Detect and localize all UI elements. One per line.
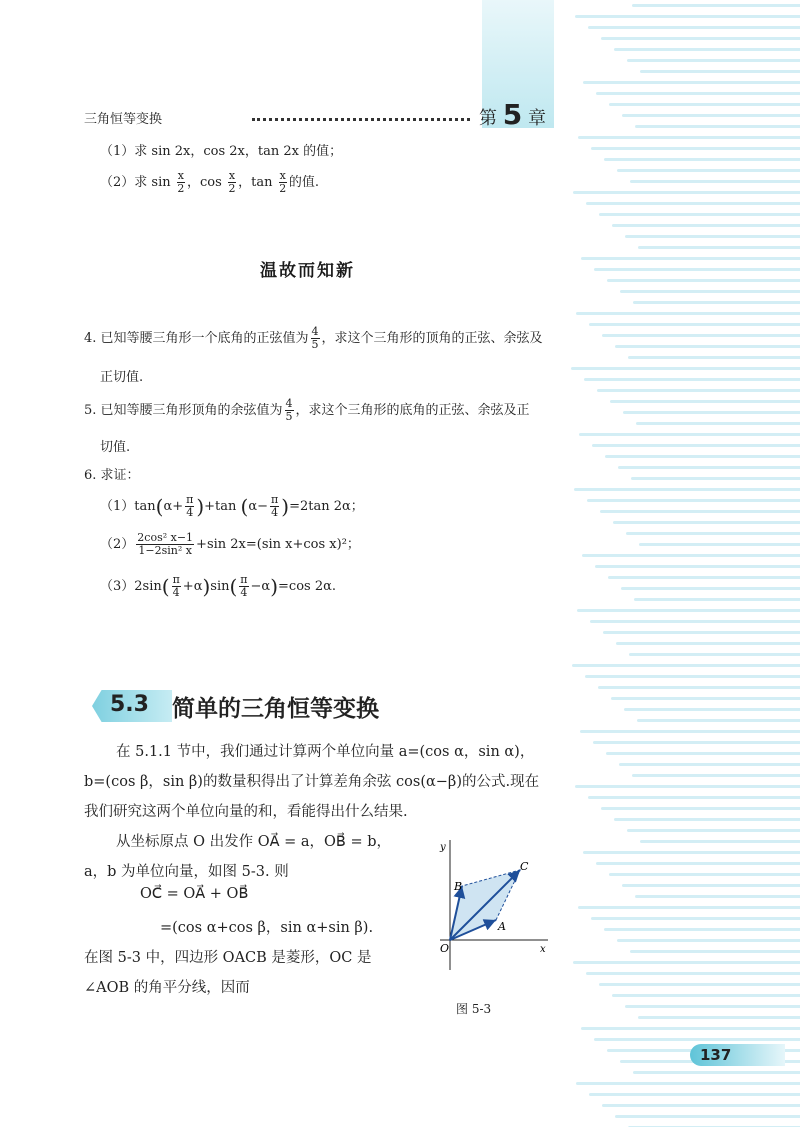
stripe [609, 873, 800, 876]
stripe [588, 796, 800, 799]
stripe [636, 422, 800, 425]
section-number: 5.3 [110, 692, 149, 717]
stripe [585, 675, 800, 678]
stripe [591, 147, 800, 150]
figure-5-3 [420, 830, 560, 980]
problem-4-line1: 4. 已知等腰三角形一个底角的正弦值为 $\frac{4}{5}$ ，求这个三角形的顶角的正弦、余弦及 [84, 325, 543, 351]
stripe [629, 653, 800, 656]
stripe [573, 961, 800, 964]
stripe [618, 466, 800, 469]
stripe [611, 697, 800, 700]
stripe [633, 301, 800, 304]
stripe [608, 576, 800, 579]
stripe [583, 81, 800, 84]
problem-6-item1: （1）tan(α+ $\frac{\pi}{4}$ )+tan (α− $\frac{\pi}{4}$ )=2tan 2α； [100, 493, 364, 519]
body-line-5: a，b 为单位向量，如图 5-3. 则 [84, 864, 289, 880]
problem-5-line1: 5. 已知等腰三角形顶角的余弦值为 $\frac{4}{5}$ ，求这个三角形的底角的正弦、余弦及正 [84, 397, 530, 423]
body-line-2: b=(cos β，sin β)的数量积得出了计算差角余弦 cos(α−β)的公式.现在 [84, 774, 540, 790]
stripe [625, 1005, 800, 1008]
stripe [612, 224, 800, 227]
stripe [576, 1082, 800, 1085]
stripe [640, 70, 800, 73]
header-dots [252, 118, 470, 121]
stripe [620, 290, 800, 293]
section-title: 简单的三角恒等变换 [172, 696, 379, 722]
stripe [624, 708, 800, 711]
stripe [615, 345, 800, 348]
running-header [84, 98, 554, 131]
stripe [622, 114, 800, 117]
body-line-7: =(cos α+cos β，sin α+sin β). [160, 920, 374, 936]
label-y: y [440, 842, 446, 853]
stripe [571, 367, 800, 370]
stripe [576, 312, 800, 315]
stripe [575, 15, 800, 18]
stripe [597, 389, 800, 392]
body-line-3: 我们研究这两个单位向量的和，看能得出什么结果. [84, 804, 408, 820]
stripe [630, 180, 800, 183]
stripe [599, 983, 800, 986]
label-C: C [520, 860, 529, 873]
stripe [595, 565, 800, 568]
stripe [592, 444, 800, 447]
stripe [633, 1071, 800, 1074]
question-2: （2）求 sin $\frac{x}{2}$ ，cos $\frac{x}{2}$ ，tan $\frac{x}{2}$ 的值. [100, 169, 319, 195]
stripe [632, 4, 800, 7]
label-B: B [454, 880, 463, 893]
section-heading [92, 686, 412, 726]
stripe [598, 686, 800, 689]
stripe [609, 103, 800, 106]
stripe [601, 807, 800, 810]
stripe [581, 1027, 800, 1030]
stripe [630, 950, 800, 953]
stripe [588, 26, 800, 29]
stripe [614, 818, 800, 821]
stripe [578, 906, 800, 909]
stripe [573, 191, 800, 194]
stripe [586, 202, 800, 205]
label-O: O [440, 942, 450, 955]
stripe [606, 752, 800, 755]
stripe [615, 1115, 800, 1118]
stripe [639, 543, 800, 546]
stripe [628, 356, 800, 359]
stripe [635, 895, 800, 898]
stripe [589, 1093, 800, 1096]
stripe [600, 510, 800, 513]
stripe [621, 587, 800, 590]
body-line-9: ∠AOB 的角平分线，因而 [84, 980, 250, 996]
stripe [631, 477, 800, 480]
stripe [604, 158, 800, 161]
review-heading: 温故而知新 [260, 261, 355, 281]
stripe [577, 609, 800, 612]
stripe [623, 411, 800, 414]
stripe [594, 268, 800, 271]
stripe [593, 741, 800, 744]
stripe [591, 917, 800, 920]
stripe [632, 774, 800, 777]
stripe [604, 928, 800, 931]
problem-6-item2: （2） $\frac{\text{2cos² x−1}}{\text{1−2sin² x}}$ +sin 2x=(sin x+cos x)²； [100, 531, 360, 557]
stripe [634, 598, 800, 601]
stripe [638, 246, 800, 249]
figure-caption: 图 5-3 [456, 1002, 492, 1016]
problem-6-title: 6. 求证： [84, 468, 140, 483]
label-x: x [540, 944, 546, 955]
stripe [587, 499, 800, 502]
stripe [582, 554, 800, 557]
stripe [614, 48, 800, 51]
stripe [627, 829, 800, 832]
stripe [622, 884, 800, 887]
stripe [596, 862, 800, 865]
stripe [616, 642, 800, 645]
stripe [599, 213, 800, 216]
stripe [613, 521, 800, 524]
stripe [602, 1104, 800, 1107]
stripe [619, 763, 800, 766]
problem-5-line2: 切值. [100, 440, 131, 455]
stripe [586, 972, 800, 975]
question-1: （1）求 sin 2x，cos 2x，tan 2x 的值； [100, 144, 343, 159]
stripe [581, 257, 800, 260]
stripe [612, 994, 800, 997]
stripe [590, 620, 800, 623]
header-topic: 三角恒等变换 [84, 112, 163, 127]
stripe [637, 719, 800, 722]
problem-6-item3: （3）2sin( $\frac{\pi}{4}$ +α)sin( $\frac{\pi}{4}$ −α)=cos 2α. [100, 573, 337, 599]
stripe [575, 785, 800, 788]
stripe [579, 433, 800, 436]
page-number: 137 [700, 1046, 732, 1064]
body-line-4: 从坐标原点 O 出发作 OA⃗ = a，OB⃗ = b， [116, 834, 392, 850]
stripe [635, 125, 800, 128]
stripe [596, 92, 800, 95]
body-line-1: 在 5.1.1 节中，我们通过计算两个单位向量 a=(cos α，sin α)， [116, 744, 535, 760]
stripe [602, 334, 800, 337]
body-line-8: 在图 5-3 中，四边形 OACB 是菱形，OC 是 [84, 950, 372, 966]
stripe [584, 378, 800, 381]
stripe [589, 323, 800, 326]
stripe [601, 37, 800, 40]
stripe [617, 939, 800, 942]
stripe [640, 840, 800, 843]
decorative-stripes [560, 0, 800, 1127]
stripe [617, 169, 800, 172]
problem-4-line2: 正切值. [100, 370, 144, 385]
header-chapter: 第 5 章 [479, 98, 546, 131]
stripe [607, 279, 800, 282]
stripe [580, 730, 800, 733]
stripe [572, 664, 800, 667]
stripe [638, 1016, 800, 1019]
label-A: A [498, 920, 506, 933]
stripe [625, 235, 800, 238]
stripe [603, 631, 800, 634]
stripe [583, 851, 800, 854]
stripe [574, 488, 800, 491]
stripe [627, 59, 800, 62]
stripe [610, 400, 800, 403]
stripe [594, 1038, 800, 1041]
stripe [605, 455, 800, 458]
stripe [578, 136, 800, 139]
stripe [626, 532, 800, 535]
body-line-6: OC⃗ = OA⃗ + OB⃗ [140, 886, 249, 902]
